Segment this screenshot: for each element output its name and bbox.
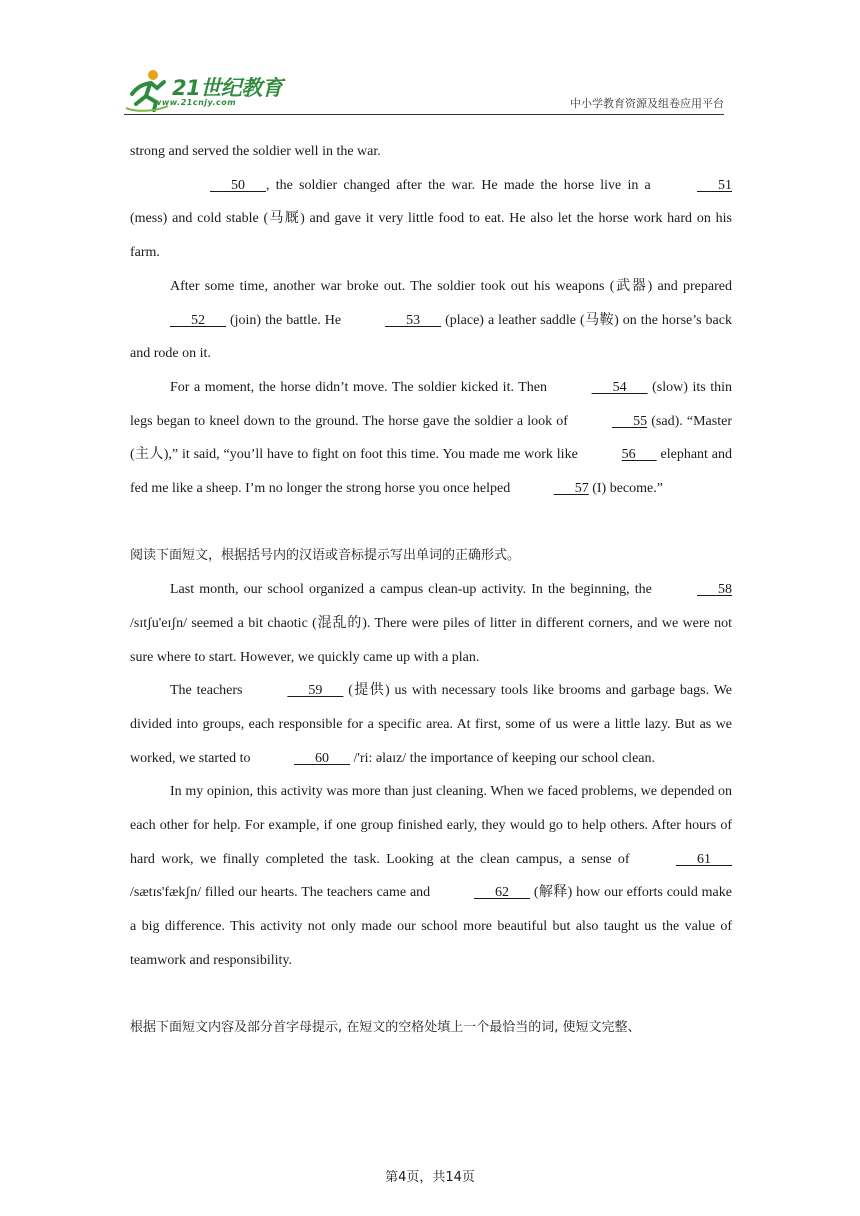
text: (提供) us with necessary tools like brooms and garbage bags. We divided into groups, each responsible for a specific area. At first, some of us were a little lazy. But as we worked, we started to	[130, 683, 733, 766]
text: (mess) and cold stable (马厩) and gave it very little food to eat. He also let the horse work hard on his farm.	[130, 211, 732, 261]
blank-53: 53	[385, 312, 442, 328]
text: Last month, our school organized a campus clean-up activity. In the beginning, the	[170, 582, 657, 598]
text: The teachers	[170, 683, 248, 699]
blank-56: 56	[621, 447, 657, 463]
page-header	[124, 64, 724, 116]
text: , the soldier changed after the war. He made the horse live in a	[266, 177, 657, 193]
p2-paragraph-1	[130, 573, 732, 674]
text: (I) become.”	[588, 481, 663, 497]
blank-52: 52	[170, 312, 226, 328]
text: elephant and fed me like a sheep. I’m no longer the strong horse you once helped	[130, 447, 732, 497]
p1-continuation: strong and served the soldier well in the war.	[130, 144, 381, 159]
page-footer: 第4页，共14页	[385, 1170, 475, 1185]
header-divider	[124, 114, 724, 115]
p1-paragraph-4	[130, 371, 732, 506]
text: For a moment, the horse didn’t move. The soldier kicked it. Then	[170, 379, 552, 395]
logo-url: www.21cnjy.com	[154, 98, 237, 107]
text: (join) the battle. He	[226, 312, 346, 328]
text: (place) a leather saddle (马鞍) on the horse’s back and rode on it.	[130, 312, 732, 362]
blank-62: 62	[474, 885, 531, 901]
text: After some time, another war broke out. The soldier took out his weapons (武器) and prepared	[170, 278, 732, 294]
p2-paragraph-3	[130, 775, 732, 977]
header-tagline: 中小学教育资源及组卷应用平台	[570, 97, 724, 110]
text: /sætɪs'fækʃn/ filled our hearts. The teachers came and	[130, 885, 435, 901]
p1-paragraph-3	[130, 270, 732, 371]
blank-59: 59	[287, 683, 344, 699]
text: (slow) its thin legs began to kneel down to the ground. The horse gave the soldier a look of	[130, 379, 733, 429]
text: (解释) how our efforts could make a big difference. This activity not only made our school more beautiful but also taught us the value of teamwork and responsibility.	[130, 885, 732, 968]
text: /'ri: əlaɪz/ the importance of keeping our school clean.	[350, 750, 655, 766]
spacer	[130, 978, 732, 1012]
logo	[124, 68, 294, 116]
section-instruction-2: 阅读下面短文，根据括号内的汉语或音标提示写出单词的正确形式。	[130, 548, 521, 564]
blank-54: 54	[591, 379, 648, 395]
spacer	[130, 506, 732, 540]
section-instruction-3: 根据下面短文内容及部分首字母提示, 在短文的空格处填上一个最恰当的词, 使短文完整、	[130, 1020, 641, 1036]
text: (sad). “Master (主人),” it said, “you’ll have to fight on foot this time. You made me work like	[130, 413, 732, 463]
blank-61: 61	[676, 851, 732, 867]
blank-58: 58	[697, 582, 732, 598]
blank-55: 55	[612, 413, 648, 429]
blank-50: 50	[210, 177, 266, 193]
text: /sɪtʃu'eɪʃn/ seemed a bit chaotic (混乱的). There were piles of litter in different corners, and we were not sure where to start. However, we quickly came up with a plan.	[130, 615, 732, 665]
p2-paragraph-2	[130, 674, 732, 775]
p1-paragraph-2	[130, 169, 732, 270]
blank-51: 51	[697, 177, 732, 193]
blank-57: 57	[553, 481, 589, 497]
logo-text: 21世纪教育	[172, 76, 283, 100]
blank-60: 60	[294, 750, 351, 766]
document-body	[130, 135, 732, 1045]
text: In my opinion, this activity was more than just cleaning. When we faced problems, we depended on each other for help. For example, if one group finished early, they would go to help others. After hours of hard work, we finally completed the task. Looking at the clean campus, a sense of	[130, 784, 732, 867]
